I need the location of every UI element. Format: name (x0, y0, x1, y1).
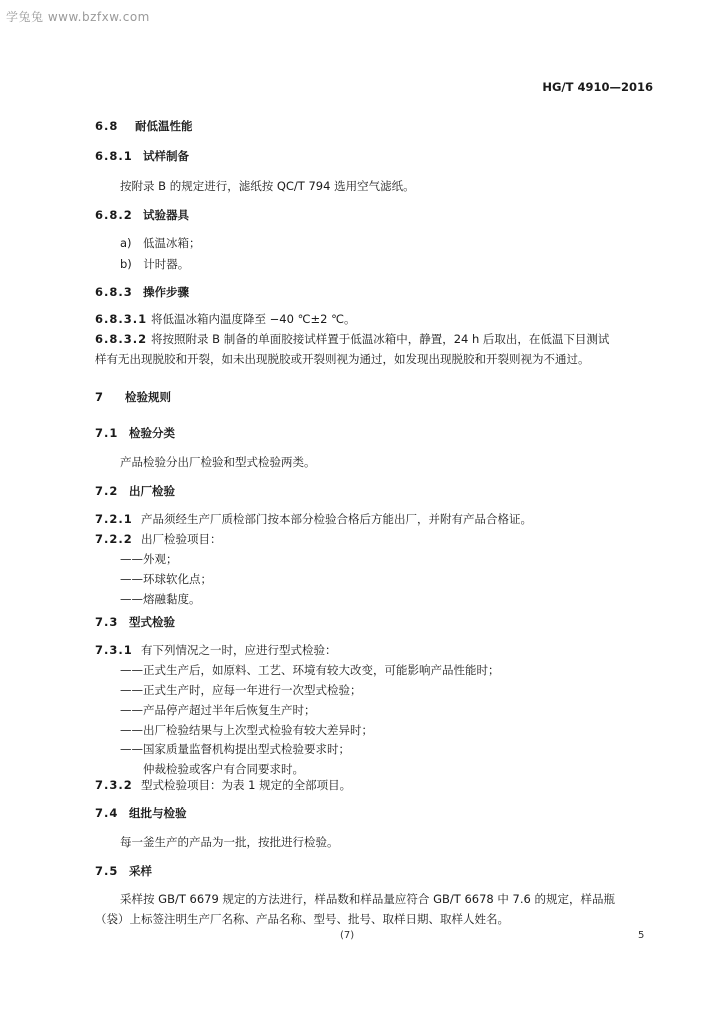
section-number: 7 (95, 390, 105, 404)
section-number: 6.8.2 (95, 208, 133, 222)
clause-number: 6.8.3.1 (95, 312, 148, 326)
section-title: 耐低温性能 (135, 119, 193, 133)
section-7-2-heading (95, 483, 175, 499)
watermark-text: 学兔兔 www.bzfxw.com (6, 10, 150, 24)
section-7-3-heading (95, 614, 175, 630)
section-number: 7.4 (95, 806, 119, 820)
page-number: 5 (638, 930, 645, 941)
paragraph: 每一釜生产的产品为一批，按批进行检验。 (120, 835, 339, 849)
clause-7-2-1 (95, 511, 532, 527)
list-item: ——产品停产超过半年后恢复生产时； (120, 703, 316, 717)
section-title: 出厂检验 (129, 484, 175, 498)
clause-text: 将低温冰箱内温度降至 −40 ℃±2 ℃。 (151, 312, 356, 326)
list-item: ——出厂检验结果与上次型式检验有较大差异时； (120, 723, 373, 737)
clause-7-3-2 (95, 777, 351, 793)
section-7-heading (95, 389, 171, 405)
clause-number: 7.3.2 (95, 778, 133, 792)
clause-6-8-3-1 (95, 311, 356, 327)
section-7-1-heading (95, 425, 175, 441)
list-item: ——国家质量监督机构提出型式检验要求时； (120, 742, 350, 756)
paragraph: 按附录 B 的规定进行，滤纸按 QC/T 794 选用空气滤纸。 (120, 179, 415, 193)
list-item: ——正式生产后，如原料、工艺、环境有较大改变，可能影响产品性能时； (120, 663, 500, 677)
paragraph: 采样按 GB/T 6679 规定的方法进行，样品数和样品量应符合 GB/T 6678 中 7.6 的规定，样品瓶 (120, 892, 615, 906)
section-6-8-1-heading (95, 148, 189, 164)
paragraph-continuation: （袋）上标签注明生产厂名称、产品名称、型号、批号、取样日期、取样人姓名。 (95, 912, 509, 926)
section-number: 6.8.3 (95, 285, 133, 299)
section-6-8-2-heading (95, 207, 189, 223)
clause-text: 将按照附录 B 制备的单面胶接试样置于低温冰箱中，静置，24 h 后取出，在低温下目测试 (151, 332, 610, 346)
clause-text: 有下列情况之一时，应进行型式检验： (141, 643, 337, 657)
section-title: 采样 (129, 864, 152, 878)
section-number: 6.8 (95, 119, 119, 133)
footer-page-label: (7) (340, 930, 355, 941)
section-number: 7.2 (95, 484, 119, 498)
section-7-4-heading (95, 805, 187, 821)
section-7-5-heading (95, 863, 152, 879)
section-6-8-3-heading (95, 284, 189, 300)
list-item: 仲裁检验或客户有合同要求时。 (143, 762, 304, 776)
section-number: 7.5 (95, 864, 119, 878)
section-title: 试样制备 (143, 149, 189, 163)
list-item: ——外观； (120, 552, 178, 566)
list-item: a) 低温冰箱； (120, 236, 201, 250)
section-title: 检验规则 (125, 390, 171, 404)
section-number: 7.3 (95, 615, 119, 629)
list-item: ——正式生产时，应每一年进行一次型式检验； (120, 683, 362, 697)
clause-number: 7.2.2 (95, 532, 133, 546)
list-item: ——熔融黏度。 (120, 592, 201, 606)
clause-text: 出厂检验项目： (141, 532, 222, 546)
list-item: b) 计时器。 (120, 257, 190, 271)
section-number: 6.8.1 (95, 149, 133, 163)
clause-text: 型式检验项目：为表 1 规定的全部项目。 (141, 778, 352, 792)
clause-6-8-3-2 (95, 331, 609, 347)
section-title: 型式检验 (129, 615, 175, 629)
clause-text: 产品须经生产厂质检部门按本部分检验合格后方能出厂，并附有产品合格证。 (141, 512, 532, 526)
section-title: 检验分类 (129, 426, 175, 440)
clause-number: 7.2.1 (95, 512, 133, 526)
clause-number: 7.3.1 (95, 643, 133, 657)
standard-code: HG/T 4910—2016 (542, 80, 653, 94)
section-title: 操作步骤 (143, 285, 189, 299)
clause-7-2-2 (95, 531, 222, 547)
clause-continuation: 样有无出现脱胶和开裂，如未出现脱胶或开裂则视为通过，如发现出现脱胶和开裂则视为不通过。 (95, 352, 590, 366)
section-6-8-heading (95, 118, 193, 134)
clause-7-3-1 (95, 642, 337, 658)
section-number: 7.1 (95, 426, 119, 440)
clause-number: 6.8.3.2 (95, 332, 148, 346)
paragraph: 产品检验分出厂检验和型式检验两类。 (120, 455, 316, 469)
section-title: 组批与检验 (129, 806, 187, 820)
list-item: ——环球软化点； (120, 572, 212, 586)
section-title: 试验器具 (143, 208, 189, 222)
